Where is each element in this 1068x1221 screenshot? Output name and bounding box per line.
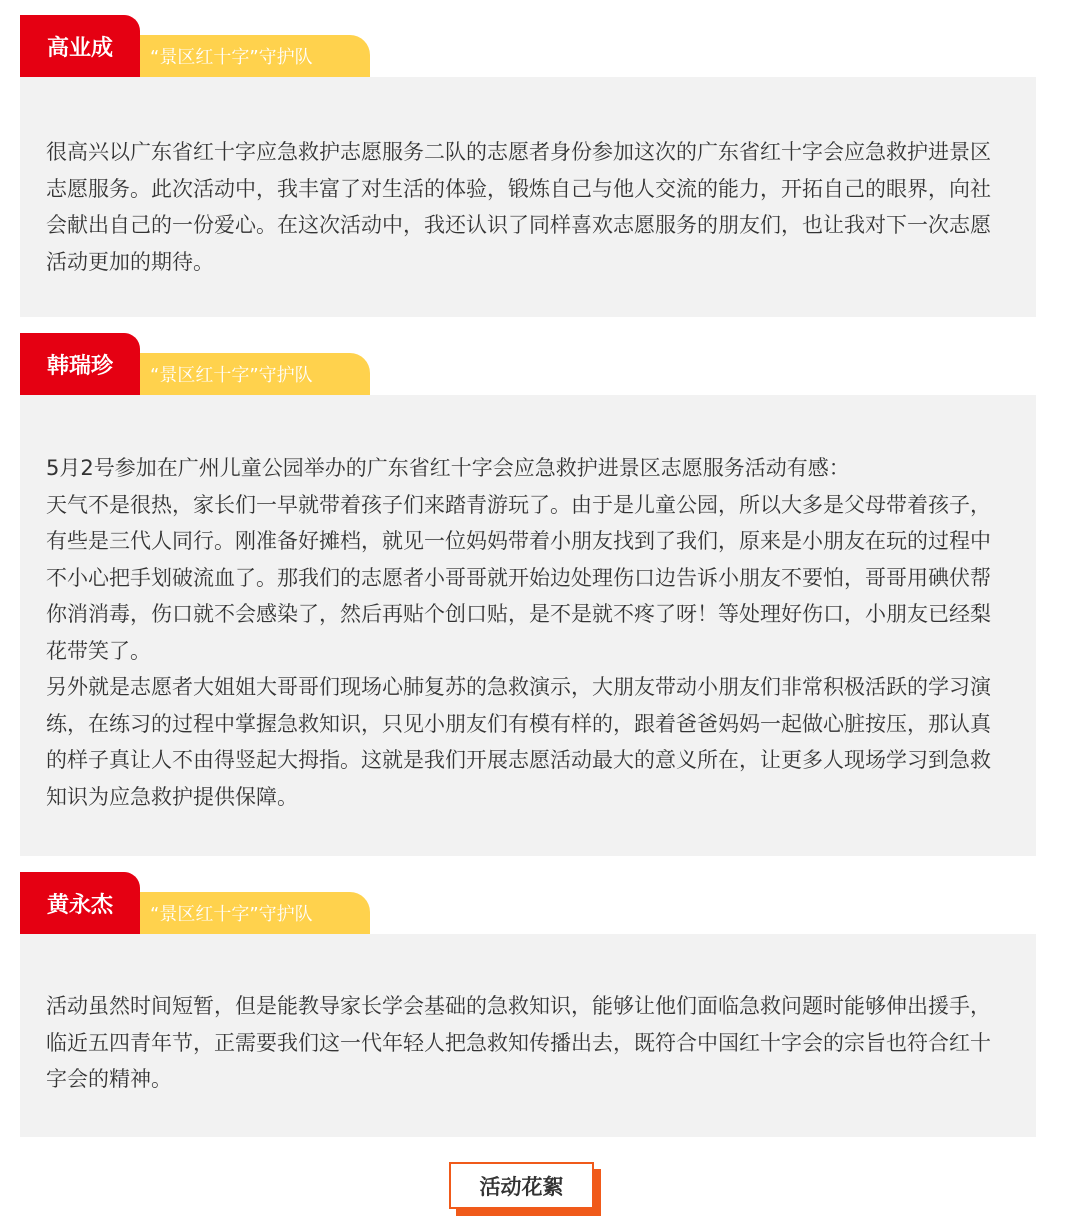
paragraph: 5月2号参加在广州儿童公园举办的广东省红十字会应急救护进景区志愿服务活动有感： <box>46 456 850 480</box>
name-tag: 高业成 <box>20 15 140 77</box>
team-tag: “景区红十字”守护队 <box>140 353 370 395</box>
team-tag: “景区红十字”守护队 <box>140 35 370 77</box>
team-tag: “景区红十字”守护队 <box>140 892 370 934</box>
testimonial-text <box>20 934 1036 1137</box>
testimonial-text <box>20 395 1036 856</box>
paragraph: 天气不是很热，家长们一早就带着孩子们来踏青游玩了。由于是儿童公园，所以大多是父母带着孩子，有些是三代人同行。刚准备好摊档，就见一位妈妈带着小朋友找到了我们，原来是小朋友在玩的过程中不小心把手划破流血了。那我们的志愿者小哥哥就开始边处理伤口边告诉小朋友不要怕，哥哥用碘伏帮你消消毒，伤口就不会感染了，然后再贴个创口贴，是不是就不疼了呀！等处理好伤口，小朋友已经梨花带笑了。 <box>46 492 991 663</box>
name-tag: 黄永杰 <box>20 872 140 934</box>
paragraph: 很高兴以广东省红十字应急救护志愿服务二队的志愿者身份参加这次的广东省红十字会应急救护进景区志愿服务。此次活动中，我丰富了对生活的体验，锻炼自己与他人交流的能力，开拓自己的眼界，向社会献出自己的一份爱心。在这次活动中，我还认识了同样喜欢志愿服务的朋友们，也让我对下一次志愿活动更加的期待。 <box>46 140 991 274</box>
testimonial-text <box>20 77 1036 317</box>
name-tag: 韩瑞珍 <box>20 333 140 395</box>
paragraph: 另外就是志愿者大姐姐大哥哥们现场心肺复苏的急救演示，大朋友带动小朋友们非常积极活跃的学习演练，在练习的过程中掌握急救知识，只见小朋友们有模有样的，跟着爸爸妈妈一起做心脏按压，那认真的样子真让人不由得竖起大拇指。这就是我们开展志愿活动最大的意义所在，让更多人现场学习到急救知识为应急救护提供保障。 <box>46 675 991 809</box>
activity-highlights-button[interactable]: 活动花絮 <box>449 1162 594 1209</box>
paragraph: 活动虽然时间短暂，但是能教导家长学会基础的急救知识，能够让他们面临急救问题时能够伸出援手，临近五四青年节，正需要我们这一代年轻人把急救知传播出去，既符合中国红十字会的宗旨也符合红十字会的精神。 <box>46 994 991 1091</box>
